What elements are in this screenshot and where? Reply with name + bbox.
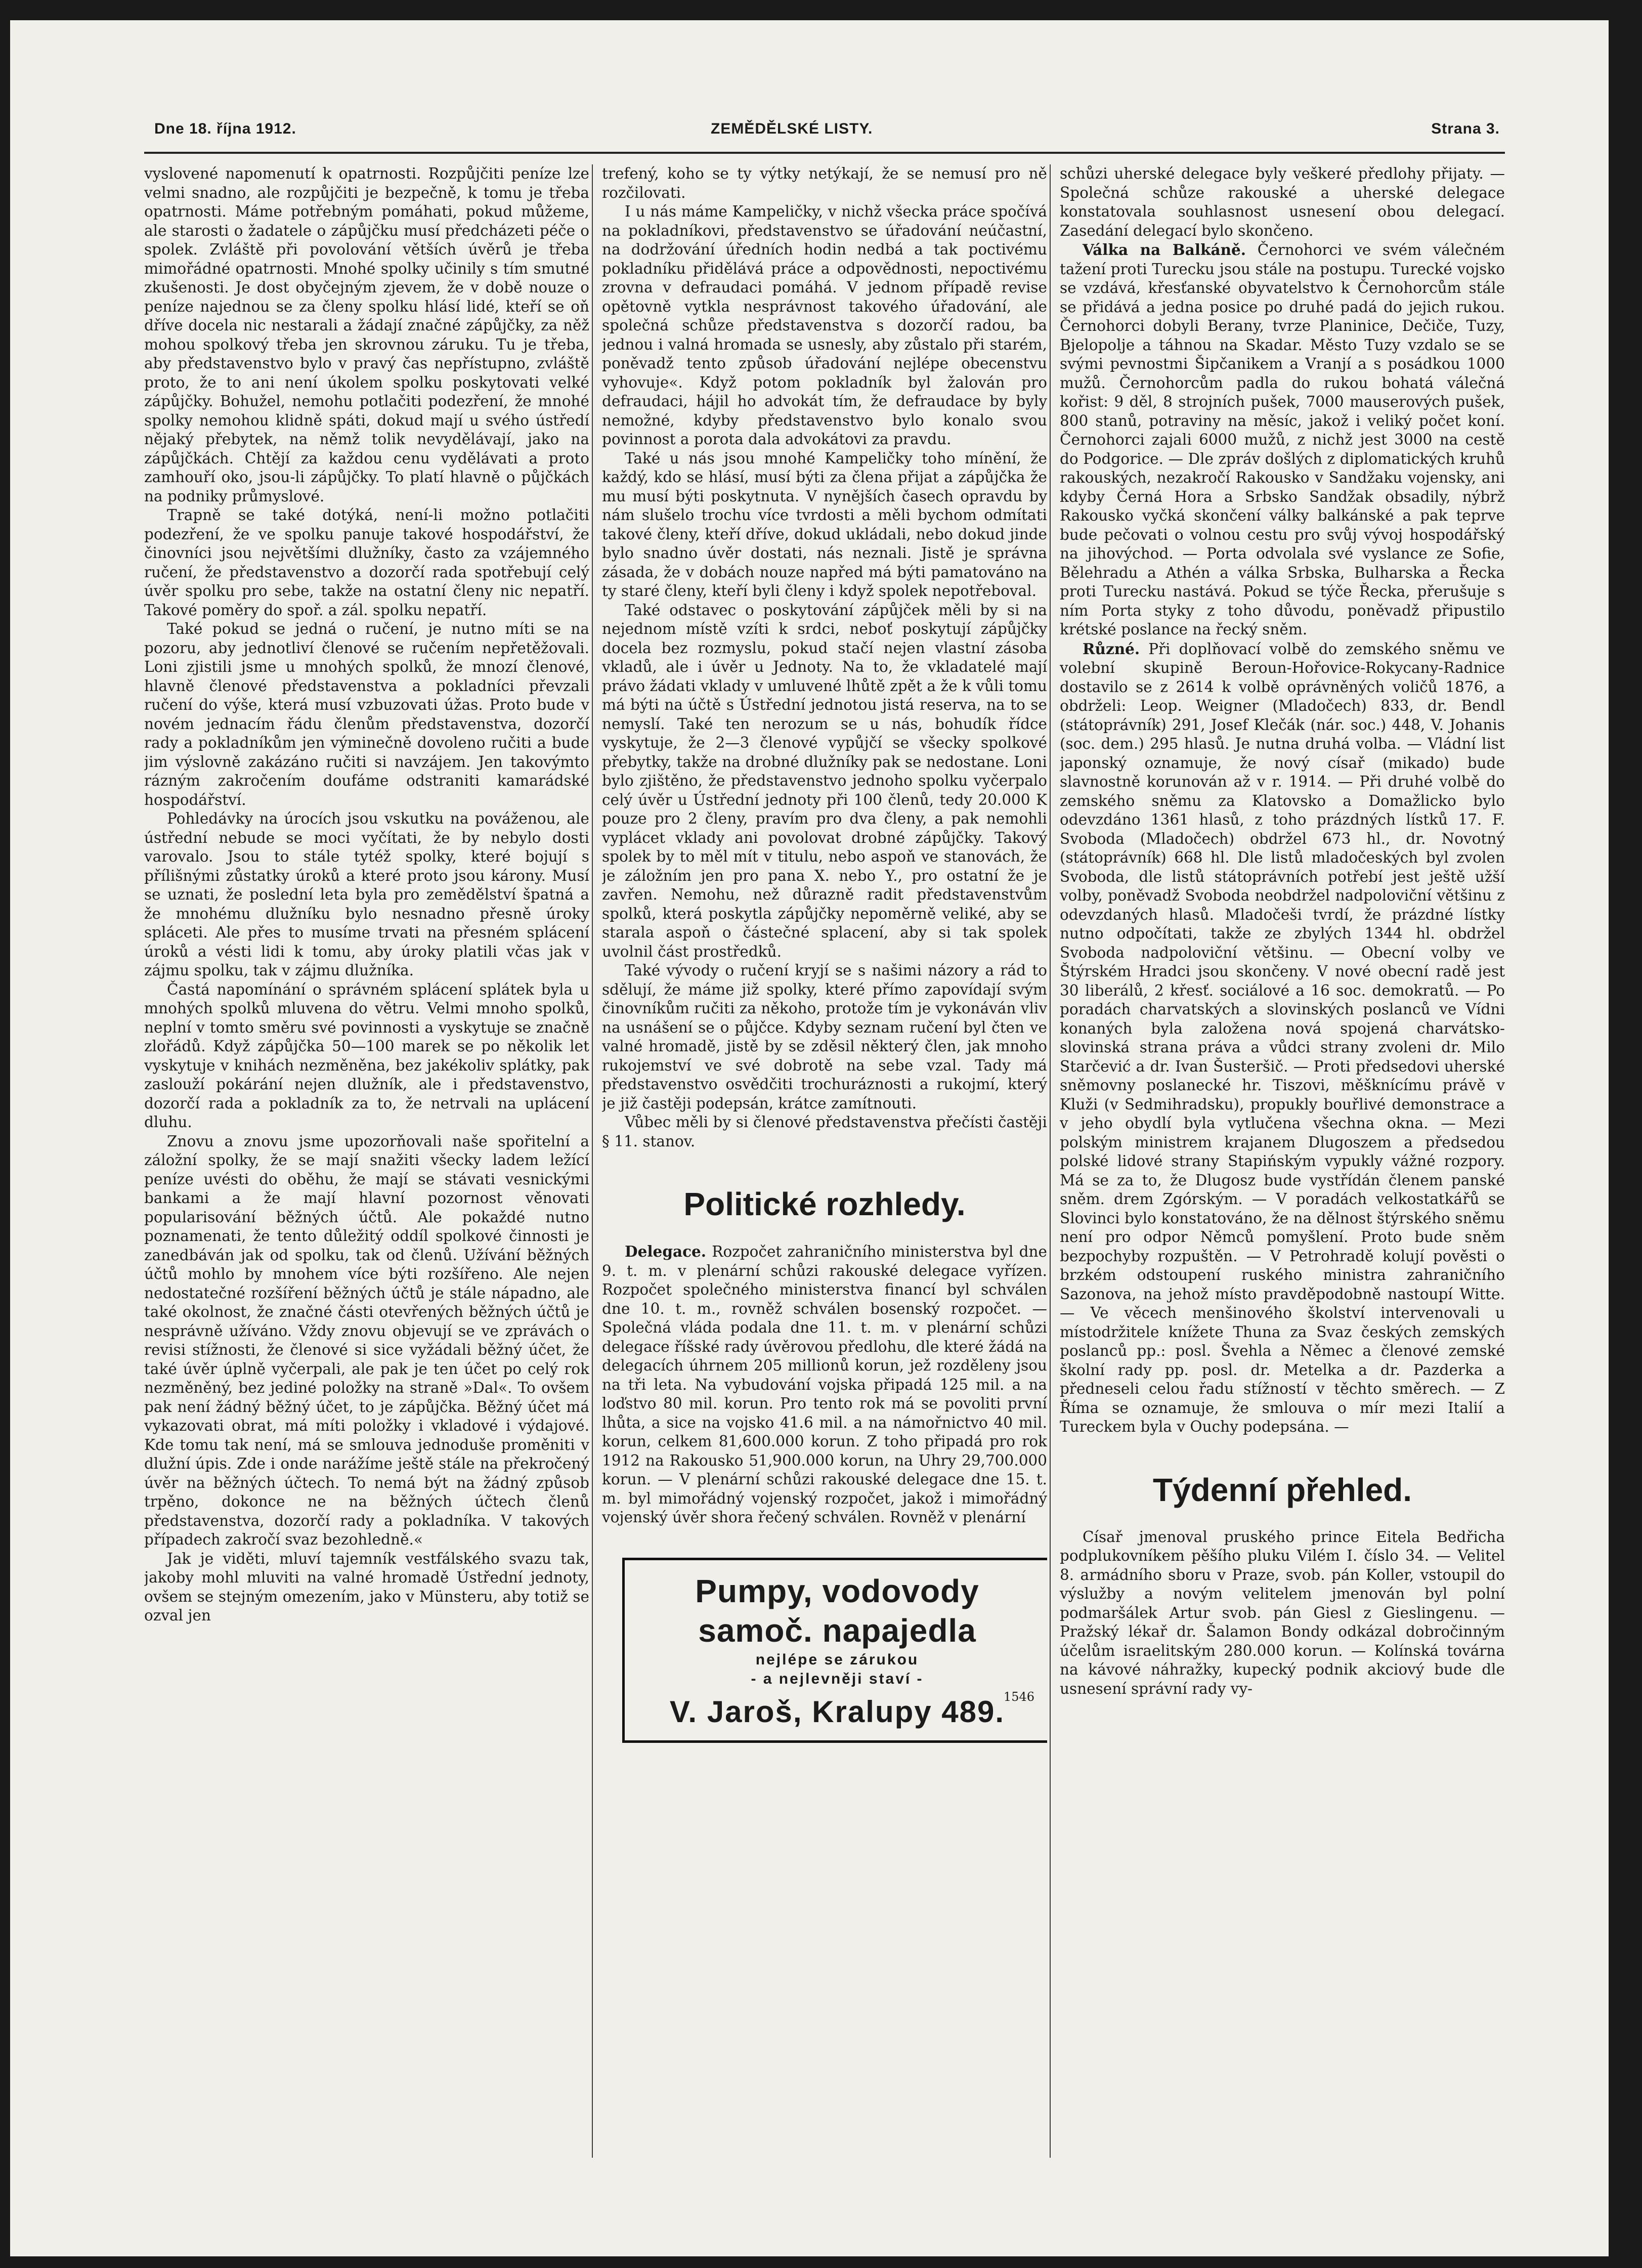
ad-code: 1546	[1003, 1689, 1034, 1704]
column-1	[144, 164, 589, 2158]
ad-advertiser: V. Jaroš, Kralupy 489.	[669, 1694, 1005, 1729]
article-paragraph: Také pokud se jedná o ručení, je nutno míti se na pozoru, aby jednotliví členové se ručením nepřetěžovali. Loni zjistili jsme u mnohých spolků, že mnozí členové, hlavně členové představenstva a pokladníci převzali ručení do výše, která musí vzbuzovati úžas. Proto bude v novém jednacím řádu členům představenstva, dozorčí rady a pokladníkům jen výminečně dovoleno ručiti a bude jim výslovně zakázáno ručiti si navzájem. Jen takovýmto rázným zakročením doufáme odstraniti kamarádské hospodářství.	[144, 620, 589, 808]
article-paragraph: Trapně se také dotýká, není-li možno potlačiti podezření, že ve spolku panuje takové hospodářství, že činovníci jsou největšími dlužníky, často za vzájemného ručení, že představenstvo a dozorčí rada spotřebují celý úvěr spolku pro sebe, takže na ostatní členy nic nepatří. Takové poměry do spoř. a zál. spolku nepatří.	[144, 506, 589, 619]
article-paragraph: Také odstavec o poskytování zápůjček měli by si na nejednom místě vzíti k srdci, neboť poskytují zápůjčky docela bez rozmyslu, pokud stačí nejen vlastní zásoba vkladů, ale i úvěr u Jednoty. Na to, že vkladatelé mají právo žádati vklady v umluvené lhůtě zpět a že k vůli tomu má býti na účtě s Ústřední jednotou jistá reserva, na to se nemyslí. Také ten nerozum se u nás, bohudík řídce vyskytuje, že 2—3 členové vypůjčí se všecky spolkové přebytky, takže na drobné dlužníky pak se nedostane. Loni bylo zjištěno, že představenstvo jednoho spolku vyčerpalo celý úvěr u Ústřední jednoty při 100 členů, tedy 20.000 K pouze pro 2 členy, pravím pro dva členy, a pak nemohli vyplácet vklady ani povolovat drobné zápůjčky. Takový spolek by to měl mít v titulu, nebo aspoň ve stanovách, že je záložním jen pro pana X. nebo Y., pro ostatní že je zavřen. Nemohu, než důrazně radit představenstvům spolků, která poskytla zápůjčky nepoměrně veliké, aby se starala aspoň o částečné splacení, aby si tak spolek uvolnil část prostředků.	[602, 601, 1047, 960]
column-divider	[592, 164, 593, 2158]
ad-subline-2: - a nejlevněji staví -	[751, 1670, 924, 1687]
section-title-politics: Politické rozhledy.	[683, 1186, 966, 1222]
section-title-weekly: Týdenní přehled.	[1152, 1471, 1412, 1508]
balkan-lead: Válka na Balkáně.	[1083, 241, 1246, 259]
header-title: ZEMĚDĚLSKÉ LISTY.	[711, 120, 873, 137]
article-paragraph: vyslovené napomenutí k opatrnosti. Rozpůjčiti peníze lze velmi snadno, ale rozpůjčiti je bezpečně, k tomu je třeba opatrnosti. Máme potřebným pomáhati, pokud můžeme, ale starosti o žadatele o zápůjčku musí předcházeti péče o spolek. Zvláště při povolování větších úvěrů je třeba mimořádné opatrnosti. Mnohé spolky učinily s tím smutné zkušenosti. Je dost obyčejným zjevem, že v době nouze o peníze najednou se za členy spolku hlásí lidé, kteří se oň dříve docela nic nestarali a žádají značné zápůjčky, za něž mohou spolkový třeba jen skrovnou záruku. Tu je třeba, aby představenstvo bylo v pravý čas nepřístupno, zvláště proto, že to ani není úkolem spolku poskytovati velké zápůjčky. Bohužel, nemohu potlačiti podezření, že mnohé spolky nemohou klidně spáti, dokud mají u svého ústředí nějaký přebytek, na němž tolik nevydělávají, jako na zápůjčkách. Chtějí za každou cenu vydělávati a proto zamhouří oko, jsou-li zápůjčky. To platí hlavně o půjčkách na podniky průmyslové.	[144, 165, 589, 505]
page-header	[144, 106, 1505, 154]
column-3	[1060, 164, 1505, 2158]
article-paragraph: Znovu a znovu jsme upozorňovali naše spořitelní a záložní spolky, že se mají snažiti všecky ladem ležící peníze uvésti do oběhu, že mají se stávati vesnickými bankami a že mají hlavní pozornost věnovati popularisování běžných účtů. Ale pokaždé nutno poznamenati, že tento důležitý oddíl spolkové činnosti je zanedbáván jak od spolku, tak od členů. Užívání běžných účtů mohlo by mnohem více býti rozšířeno. Ale nejen nedostatečné rozšíření běžných účtů je stále nápadno, ale také okolnost, že značné části otevřených běžných účtů je nesprávně užíváno. Vždy znovu objevují se ve zprávách o revisi stížnosti, že členové si sice vyžádali běžný účet, že také úvěr úplně vyčerpali, ale pak je ten účet po celý rok nezměněný, bez jediné položky na straně »Dal«. To ovšem pak není žádný běžný účet, to je zápůjčka. Běžný účet má vykazovati obrat, má míti položky i vkladové i výdajové. Kde tomu tak není, má se smlouva jednoduše proměniti v dlužní úpis. Zde i onde narážíme ještě stále na překročený úvěr na běžných účtech. To nemá být na žádný způsob trpěno, dokonce ne na běžných účtech členů představenstva, dozorčí rady a pokladníka. V takových případech zakročí svaz bezohledně.«	[144, 1132, 589, 1548]
header-date: Dne 18. října 1912.	[154, 120, 296, 137]
column-2	[602, 164, 1047, 2158]
article-paragraph: Jak je viděti, mluví tajemník vestfálského svazu tak, jakoby mohl mluviti na valné hromadě Ústřední jednoty, ovšem se stejným omezením, jako v Münsteru, aby totiž se ozval jen	[144, 1550, 589, 1624]
header-page-number: Strana 3.	[1431, 120, 1500, 137]
weekly-paragraph: Císař jmenoval pruského prince Eitela Bedřicha podplukovníkem pěšího pluku Vilém I. číslo 34. — Velitel 8. armádního sboru v Praze, svob. pán Koller, vstoupil do výslužby a novým velitelem jmenován byl polní podmaršálek Artur svob. pán Giesl z Gieslingenu. — Pražský lékař dr. Šalamon Bondy odkázal dobročinným účelům israelitským 280.000 korun. — Kolínská továrna na kávové náhražky, kupecký podnik akciový bude dle usnesení správní rady vy-	[1060, 1528, 1505, 1697]
ad-headline-1: Pumpy, vodovody	[695, 1572, 979, 1609]
misc-lead: Různé.	[1083, 639, 1140, 658]
advertisement-box	[622, 1558, 1047, 1743]
ad-headline-2: samoč. napajedla	[698, 1612, 976, 1649]
politics-lead: Delegace.	[625, 1243, 707, 1260]
article-paragraph: Také u nás jsou mnohé Kampeličky toho mínění, že každý, kdo se hlásí, musí býti za člena přijat a zápůjčka že mu musí býti poskytnuta. V nynějších časech opravdu by nám slušelo trochu více tvrdosti a měli bychom odmítati takové členy, kteří dříve, dokud ukládali, nebo dokud jinde bylo snadno úvěr dostati, nás neznali. Jistě je správna zásada, že v dobách nouze napřed má býti pamatováno na ty staré členy, kteří byli členy i když spolek nepotřeboval.	[602, 449, 1047, 600]
ad-subline-1: nejlépe se zárukou	[755, 1651, 919, 1668]
article-paragraph: Také vývody o ručení kryjí se s našimi názory a rád to sdělují, že máme již spolky, které přímo zapovídají svým činovníkům ručiti za někoho, protože tím je vykonáván vliv na usnášení se o půjčce. Kdyby seznam ručení byl čten ve valné hromadě, jistě by se zděsil některý člen, jak mnoho rukojemství ve své dobrotě na sebe vzal. Tady má představenstvo osvědčiti trochuráznosti a rukojmí, který je již častěji podepsán, krátce zamítnouti.	[602, 962, 1047, 1112]
article-paragraph: Častá napomínání o správném splácení splátek byla u mnohých spolků mluvena do větru. Velmi mnoho spolků, neplní v tomto směru své povinnosti a vyskytuje se značně zlořádů. Když zápůjčka 50—100 marek se po několik let vyskytuje v knihách nezměněna, bez jakékoliv splátky, pak zaslouží pokárání nejen dlužník, ale i představenstvo, dozorčí rada a pokladník za to, že netrvali na uplácení dluhu.	[144, 980, 589, 1131]
politics-paragraph	[602, 1242, 1047, 1527]
newspaper-page	[10, 20, 1609, 2256]
article-paragraph: schůzi uherské delegace byly veškeré předlohy přijaty. — Společná schůze rakouské a uherské delegace konstatovala souhlasnost usnesení obou delegací. Zasedání delegací bylo skončeno.	[1060, 165, 1505, 239]
article-paragraph: Vůbec měli by si členové představenstva přečísti častěji § 11. stanov.	[602, 1114, 1047, 1150]
balkan-text: Černohorci ve svém válečném tažení proti Turecku jsou stále na postupu. Turecké vojsko se vzdává, křesťanské obyvatelstvo k Černohorcům stále se přidává a jedna posice po druhé padá do jejich rukou. Černohorci dobyli Berany, tvrze Planinice, Dečiče, Tuzy, Bjelopolje a táhnou na Skadar. Město Tuzy vzdalo se se svými pevnostmi Šipčanikem a Vranjí a s posádkou 1000 mužů. Černohorcům padla do rukou bohatá válečná kořist: 9 děl, 8 strojních pušek, 7000 mauserových pušek, 800 stanů, potraviny na měsíc, jakož i veliký počet koní. Černohorci zajali 6000 mužů, z nichž jest 3000 na cestě do Podgorice. — Dle zpráv došlých z diplomatických kruhů rakouských, nezakročí Rakousko v Sandžaku vojensky, ani kdyby Černá Hora a Srbsko Sandžak obsadily, nýbrž Rakousko vyčká skončení války balkánské a pak teprve bude pečovati o volnou cestu pro svůj vývoj hospodářský na jihovýchod. — Porta odvolala své vyslance ze Sofie, Bělehradu a Athén a válka Srbska, Bulharska a Řecka proti Turecku nastává. Pokud se týče Řecka, přerušuje s ním Porta styky z toho důvodu, poněvadž připustilo krétské poslance na řecký sněm.	[1060, 241, 1505, 638]
column-divider	[1050, 164, 1051, 2158]
article-paragraph: Pohledávky na úrocích jsou vskutku na pováženou, ale ústřední nebude se moci vyčítati, že by nebylo dosti varovalo. Jsou to stále tytéž spolky, které bojují s přílišnými zůstatky úroků a které proto jsou károny. Musí se uznati, že poslední leta byla pro zemědělství špatná a že mnohému dlužníku bylo nesnadno přesně úroky spláceti. Ale přes to musíme trvati na přesném splácení úroků a vésti lidi k tomu, aby úroky platili včas jak v zájmu spolku, tak v zájmu dlužníka.	[144, 810, 589, 979]
politics-text: Rozpočet zahraničního ministerstva byl dne 9. t. m. v plenární schůzi rakouské delegace vyřízen. Rozpočet společného ministerstva financí byl schválen dne 10. t. m., rovněž schválen bosenský rozpočet. — Společná vláda podala dne 11. t. m. v plenární schůzi delegace říšské rady úvěrovou předlohu, dle které žádá na delegacích úhrnem 205 millionů korun, jež rozděleny jsou na tři leta. Na vybudování vojska připadá 125 mil. a na loďstvo 80 mil. korun. Pro tento rok má se povoliti první lhůta, a sice na vojsko 41.6 mil. a na námořnictvo 40 mil. korun, celkem 81,600.000 korun. Z toho připadá pro rok 1912 na Rakousko 51,900.000 korun, na Uhry 29,700.000 korun. — V plenární schůzi rakouské delegace dne 15. t. m. byl mimořádný vojenský rozpočet, jakož i mimořádný vojenský úvěr shora řečený schválen. Rovněž v plenární	[602, 1243, 1047, 1526]
misc-text: Při doplňovací volbě do zemského sněmu ve volební skupině Beroun-Hořovice-Rokycany-Radnice dostavilo se z 2614 k volbě oprávněných voličů 1876, a obdrželi: Leop. Weigner (Mladočech) 833, dr. Bendl (státoprávník) 291, Josef Klečák (nár. soc.) 448, V. Johanis (soc. dem.) 295 hlasů. Je nutna druhá volba. — Vládní list japonský oznamuje, že nový císař (mikado) bude slavnostně korunován až v r. 1914. — Při druhé volbě do zemského sněmu za Klatovsko a Domažlicko bylo odevzdáno 1361 hlasů, z toho prázdných lístků 17. F. Svoboda (Mladočech) obdržel 673 hl., dr. Novotný (státoprávník) 668 hl. Dle listů mladočeských byl zvolen Svoboda, dle listů státoprávních potřebí jest ještě užší volby, poněvadž Svoboda neobdržel nadpoloviční většinu z odevzdaných hlasů. Mladočeši tvrdí, že prázdné lístky nutno odpočítati, takže ze zbylých 1344 hl. obdržel Svoboda nadpoloviční většinu. — Obecní volby ve Štýrském Hradci jsou skončeny. V nové obecní radě jest 30 liberálů, 2 křesť. sociálové a 16 soc. demokratů. — Po poradách charvatských a slovinských poslanců ve Vídni konaných byla založena nová spojená charvátsko-slovinská strana práva a vůdci strany zvoleni dr. Milo Starčević a dr. Ivan Šusteršič. — Proti předsedovi uherské sněmovny poslanecké hr. Tiszovi, měšknícímu právě v Kluži (v Sedmihradsku), propukly bouřlivé demonstrace a v jeho obydlí byla vytlučena všechna okna. — Mezi polským ministrem krajanem Dlugoszem a předsedou polské lidové strany Stapińským vypukly vážné rozpory. Má se za to, že Dlugosz bude vystřídán členem panské sněm. drem Zgórským. — V poradách velkostatkářů se Slovinci bylo konstatováno, že na dělnost štýrského sněmu není pro odpor Němců pomyšlení. Proto bude sněm bezpochyby rozpuštěn. — V Petrohradě kolují pověsti o brzkém odstoupení ruského ministra zahraničního Sazonova, na jehož místo pravděpodobně nastoupí Witte. — Ve věcech menšinového školství intervenovali u místodržitele knížete Thuna za Svaz českých zemských poslanců pp.: posl. Švehla a Němec a členové zemské školní rady pp. posl. dr. Metelka a dr. Pazderka a předneseli celou řadu stížností v těchto směrech. — Z Říma se oznamuje, že smlouva o mír mezi Italií a Tureckem byla v Ouchy podepsána. —	[1060, 640, 1505, 1435]
balkan-paragraph	[1060, 240, 1505, 639]
article-paragraph: trefený, koho se ty výtky netýkají, že se nemusí pro ně rozčilovati.	[602, 165, 1047, 201]
article-paragraph: I u nás máme Kampeličky, v nichž všecka práce spočívá na pokladníkovi, představenstvo se úřadování neúčastní, na dodržování úředních hodin nedbá a tak poctivému pokladníku přidělává práce a odpovědnosti, nepoctivému zrovna v defraudaci pomáhá. V jednom případě revise opětovně vytkla nesprávnost takového úřadování, ale společná schůze představenstva s dozorčí radou, ba jednou i valná hromada se usnesly, aby zůstalo při starém, poněvadž tento způsob úřadování nejlépe obecenstvu vyhovuje«. Když potom pokladník byl žalován pro defraudaci, hájil ho advokát tím, že defraudace by byly nemožné, kdyby představenstvo bylo konalo svou povinnost a porota dala advokátovi za pravdu.	[602, 203, 1047, 448]
misc-paragraph	[1060, 639, 1505, 1437]
